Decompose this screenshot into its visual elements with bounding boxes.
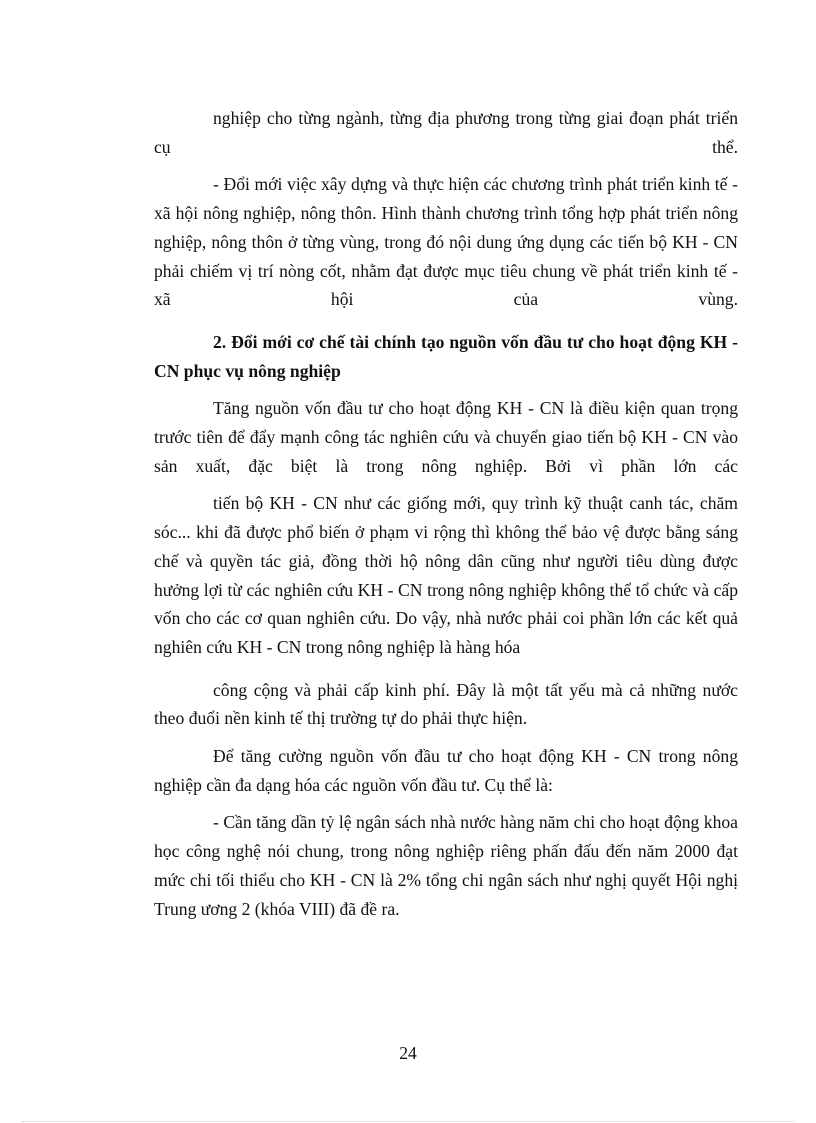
paragraph-funding-increase: Tăng nguồn vốn đầu tư cho hoạt động KH - CN là điều kiện quan trọng trước tiên để đẩy mạnh công tác nghiên cứu và chuyển giao tiến bộ KH - CN vào sản xuất, đặc biệt là trong nông nghiệp. Bởi vì phần lớn các: [154, 398, 738, 476]
document-body: [154, 104, 738, 923]
paragraph-diversify-sources: Để tăng cường nguồn vốn đầu tư cho hoạt động KH - CN trong nông nghiệp cần đa dạng hóa các nguồn vốn đầu tư. Cụ thể là:: [154, 746, 738, 795]
paragraph-budget-increase: - Cần tăng dần tỷ lệ ngân sách nhà nước hàng năm chi cho hoạt động khoa học công nghệ nói chung, trong nông nghiệp riêng phấn đấu đến năm 2000 đạt mức chi tối thiểu cho KH - CN là 2% tổng chi ngân sách như nghị quyết Hội nghị Trung ương 2 (khóa VIII) đã đề ra.: [154, 812, 738, 919]
footer-divider: [22, 1121, 794, 1122]
paragraph-public-goods: tiến bộ KH - CN như các giống mới, quy trình kỹ thuật canh tác, chăm sóc... khi đã được phổ biến ở phạm vi rộng thì không thể bảo vệ được bằng sáng chế và quyền tác giả, đồng thời hộ nông dân cũng như người tiêu dùng được hưởng lợi từ các nghiên cứu KH - CN trong nông nghiệp không thể tổ chức và cấp vốn cho các cơ quan nghiên cứu. Do vậy, nhà nước phải coi phần lớn các kết quả nghiên cứu KH - CN trong nông nghiệp là hàng hóa: [154, 493, 738, 657]
paragraph-program-reform: - Đổi mới việc xây dựng và thực hiện các chương trình phát triển kinh tế - xã hội nông nghiệp, nông thôn. Hình thành chương trình tổng hợp phát triển nông nghiệp, nông thôn ở từng vùng, trong đó nội dung ứng dụng các tiến bộ KH - CN phải chiếm vị trí nòng cốt, nhằm đạt được mục tiêu chung về phát triển kinh tế - xã hội của vùng.: [154, 174, 738, 310]
paragraph-public-funding: công cộng và phải cấp kinh phí. Đây là một tất yếu mà cả những nước theo đuổi nền kinh tế thị trường tự do phải thực hiện.: [154, 679, 738, 729]
page-number: 24: [399, 1043, 417, 1063]
paragraph-continuation: nghiệp cho từng ngành, từng địa phương trong từng giai đoạn phát triển cụ thể.: [154, 108, 738, 157]
section-heading: 2. Đổi mới cơ chế tài chính tạo nguồn vốn đầu tư cho hoạt động KH - CN phục vụ nông nghiệp: [154, 331, 738, 381]
